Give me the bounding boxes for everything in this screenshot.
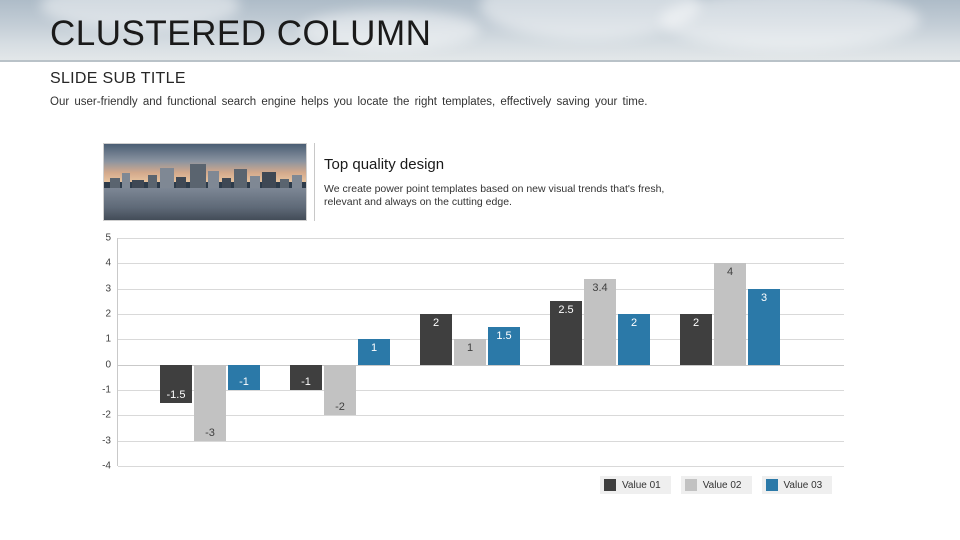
legend-swatch-icon [766,479,778,491]
y-axis-tick-label: -2 [102,409,111,421]
y-axis-tick-label: -3 [102,435,111,447]
chart-plot-area [117,238,844,466]
y-axis-tick-label: 4 [105,257,111,269]
bar-value-label: -2 [335,401,345,414]
chart-bar [290,365,322,390]
grid-line [118,466,844,467]
bar-value-label: 1.5 [496,329,512,342]
chart-bar [584,279,616,365]
legend-swatch-icon [685,479,697,491]
bar-value-label: -1.5 [166,388,186,401]
slide-subtitle: SLIDE SUB TITLE [50,70,186,87]
bar-value-label: 2 [630,317,638,329]
bar-value-label: 2.5 [558,304,574,317]
bar-value-label: 3 [760,291,768,304]
page-title: CLUSTERED COLUMN [50,14,432,53]
chart-bar [228,365,260,390]
bar-value-label: 1 [466,342,474,355]
vertical-divider [314,143,315,221]
chart-bar [488,327,520,365]
grid-line [118,441,844,442]
grid-line [118,390,844,391]
chart-bar [748,289,780,365]
bar-value-label: 2 [432,317,440,329]
grid-line [118,238,844,239]
y-axis-tick-label: 5 [105,232,111,244]
photo-skyline [104,164,306,190]
chart-legend [600,476,832,494]
legend-label: Value 02 [702,479,742,491]
feature-title: Top quality design [324,156,445,173]
bar-value-label: 1 [370,342,378,355]
legend-label: Value 01 [622,479,661,491]
chart-bar [358,339,390,364]
legend-item[interactable] [681,476,752,494]
y-axis-tick-label: 1 [105,333,111,345]
y-axis-tick-label: -1 [102,384,111,396]
chart-bar [454,339,486,364]
chart-bar [680,314,712,365]
photo-water [104,188,306,220]
bar-value-label: -1 [301,375,311,388]
intro-text: Our user-friendly and functional search engine helps you locate the right templates, effectively saving your time. [50,96,648,108]
feature-description: We create power point templates based on new visual trends that's fresh, relevant and always on the cutting edge. [324,183,665,208]
feature-block [103,143,703,223]
bar-value-label: 2 [692,317,700,329]
chart-bar [324,365,356,416]
city-skyline-photo [103,143,307,221]
y-axis-tick-label: 3 [105,283,111,295]
grid-line [118,415,844,416]
bar-value-label: 4 [726,266,734,279]
y-axis-tick-label: 0 [105,359,111,371]
legend-item[interactable] [600,476,671,494]
chart-bar [550,301,582,364]
legend-swatch-icon [604,479,616,491]
y-axis-tick-label: -4 [102,460,111,472]
clustered-column-chart [95,232,843,478]
chart-bar [618,314,650,365]
legend-item[interactable] [762,476,833,494]
bar-value-label: -1 [239,375,249,388]
grid-line [118,365,844,366]
chart-bar [194,365,226,441]
bar-value-label: -3 [205,426,215,439]
cloud-shape [660,0,920,50]
chart-bar [160,365,192,403]
legend-label: Value 03 [783,479,823,491]
chart-bar [420,314,452,365]
bar-value-label: 3.4 [592,281,608,294]
chart-bar [714,263,746,364]
y-axis-tick-label: 2 [105,308,111,320]
